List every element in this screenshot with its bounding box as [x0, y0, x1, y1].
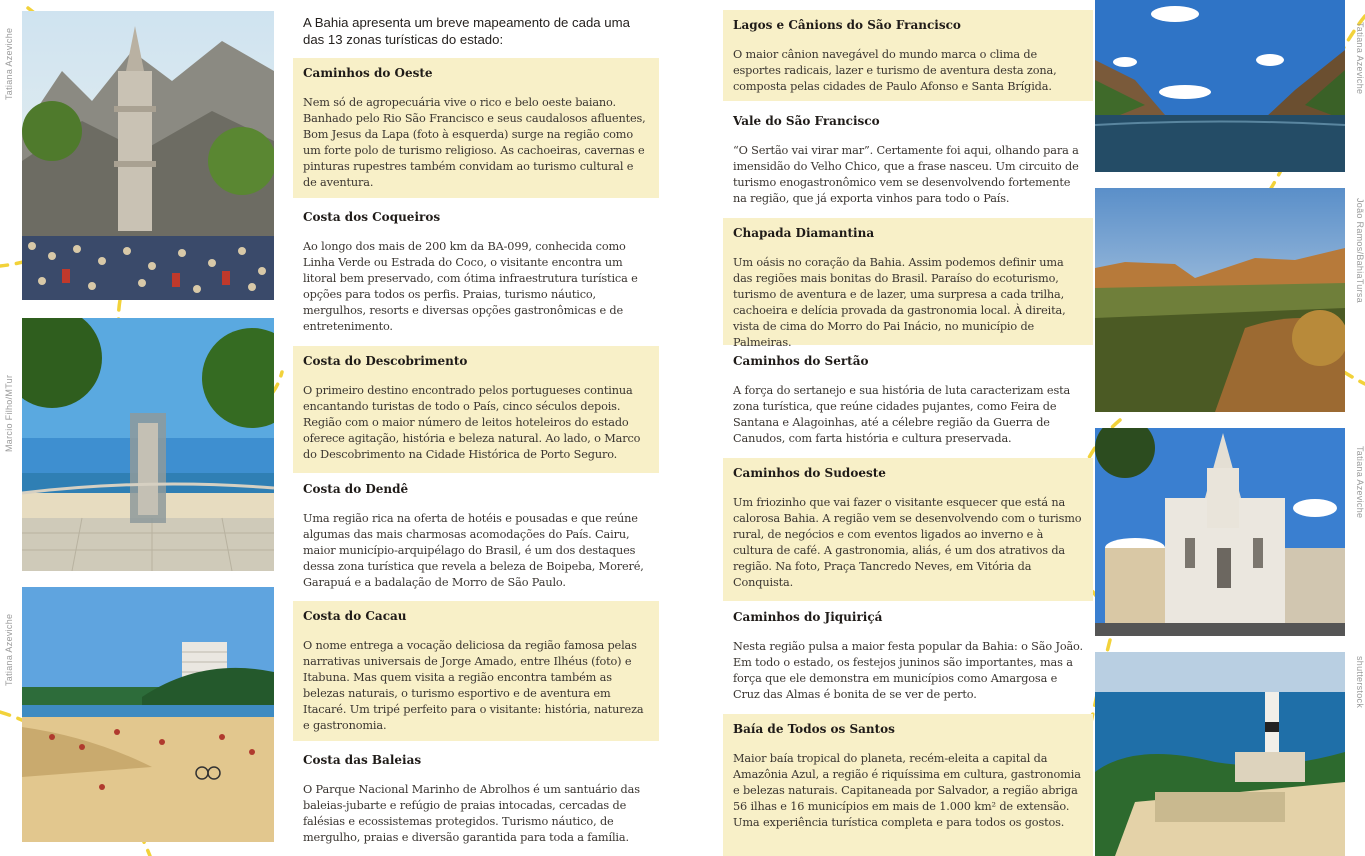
zone-text: Nesta região pulsa a maior festa popular da Bahia: o São João. Em todo o estado, os festejos juninos são importantes, mas a força que ele demonstra em municípios como Amargosa e Cruz das Almas é bonita de se ver de perto.	[733, 640, 1083, 701]
zone-title: Caminhos do Sertão	[733, 354, 869, 368]
zone-text: Maior baía tropical do planeta, recém-eleita a capital da Amazônia Azul, a região é riquíssima em cultura, gastronomia e belezas naturais. Capitaneada por Salvador, a região abriga 56 ilhas e 16 municípios em mais de 1.000 km² de extensão. Uma experiência turística completa e para todos os gostos.	[733, 752, 1081, 829]
photo-farol-da-barra-salvador	[1095, 652, 1345, 856]
zone-title: Caminhos do Jiquiriçá	[733, 610, 883, 624]
zone-title: Chapada Diamantina	[733, 226, 875, 240]
photo-credit-7: shutterstock	[1355, 656, 1365, 709]
photo-credit-6: Tatiana Azeviche	[1355, 446, 1365, 519]
zone-text: O maior cânion navegável do mundo marca o clima de esportes radicais, lazer e turismo de aventura desta zona, composta pelas cidades de Paulo Afonso e Santa Brígida.	[733, 48, 1057, 93]
zone-text: Nem só de agropecuária vive o rico e belo oeste baiano. Banhado pelo Rio São Francisco e seus caudalosos afluentes, Bom Jesus da Lapa (foto à esquerda) surge na região como um forte polo de turismo religioso. As cachoeiras, cavernas e pinturas rupestres também convidam ao turismo cultural e de aventura.	[303, 96, 646, 189]
zone-caminhos-do-sudoeste	[723, 458, 1093, 601]
zone-text: O nome entrega a vocação deliciosa da região famosa pelas narrativas universais de Jorge Amado, entre Ilhéus (foto) e Itabuna. Mas quem visita a região encontra também as belezas naturais, o turismo esportivo e de aventura em Itacaré. Um tripé perfeito para o visitante: história, natureza e gastronomia.	[303, 639, 644, 732]
zone-caminhos-do-sertao	[723, 346, 1093, 456]
zone-costa-do-cacau	[293, 601, 659, 741]
zone-title: Vale do São Francisco	[733, 114, 880, 128]
zone-vale-do-sao-francisco	[723, 106, 1093, 214]
zone-title: Caminhos do Oeste	[303, 66, 433, 80]
zone-title: Costa do Dendê	[303, 482, 409, 496]
zone-costa-do-dende	[293, 474, 659, 600]
zone-text: Um oásis no coração da Bahia. Assim podemos definir uma das regiões mais bonitas do Brasil. Paraíso do ecoturismo, turismo de aventura e de lazer, uma surpresa a cada trilha, cachoeira e delícia provada da gastronomia local. À direita, vista de cima do Morro do Pai Inácio, no município de Palmeiras.	[733, 256, 1066, 349]
zone-costa-dos-coqueiros	[293, 202, 659, 342]
zone-baia-de-todos-os-santos	[723, 714, 1093, 856]
zone-title: Baía de Todos os Santos	[733, 722, 895, 736]
zone-text: Uma região rica na oferta de hotéis e pousadas e que reúne algumas das mais charmosas acomodações do País. Cairu, maior município-arquipélago do Brasil, é um dos destaques dessa zona turística que revela a beleza de Boipeba, Moreré, Garapuá e a badalação de Morro de São Paulo.	[303, 512, 644, 589]
zone-title: Costa das Baleias	[303, 753, 422, 767]
zone-chapada-diamantina	[723, 218, 1093, 349]
photo-credit-3: Tatiana Azeviche	[4, 613, 14, 686]
zone-caminhos-do-jiquirica	[723, 602, 1093, 712]
zone-text: Ao longo dos mais de 200 km da BA-099, conhecida como Linha Verde ou Estrada do Coco, o visitante encontra um litoral bem preservado, com ótima infraestrutura turística e opções para todos os perfis. Praias, turismo náutico, mergulhos, resorts e diversas opções gastronômicas e de entretenimento.	[303, 240, 638, 333]
zone-title: Costa dos Coqueiros	[303, 210, 441, 224]
photo-credit-2: Marcio Filho/MTur	[4, 374, 14, 452]
photo-credit-1: Tatiana Azeviche	[4, 27, 14, 100]
zone-costa-do-descobrimento	[293, 346, 659, 473]
zone-text: Um friozinho que vai fazer o visitante esquecer que está na calorosa Bahia. A região vem se desenvolvendo com o turismo rural, de negócios e com eventos ligados ao inverno e à cultura de café. A gastronomia, aliás, é um dos atrativos da região. Na foto, Praça Tancredo Neves, em Vitória da Conquista.	[733, 496, 1082, 589]
photo-chapada-diamantina	[1095, 188, 1345, 412]
zone-text: O Parque Nacional Marinho de Abrolhos é um santuário das baleias-jubarte e refúgio de praias intocadas, cercadas de falésias e ecossistemas protegidos. Turismo náutico, de mergulho, praias e diversão garantida para toda a família.	[303, 783, 640, 844]
zone-title: Costa do Cacau	[303, 609, 407, 623]
zone-title: Costa do Descobrimento	[303, 354, 468, 368]
photo-ilheus-beach	[22, 587, 274, 842]
zone-caminhos-do-oeste	[293, 58, 659, 198]
zone-lagos-e-canions	[723, 10, 1093, 101]
photo-marco-do-descobrimento	[22, 318, 274, 571]
zone-title: Lagos e Cânions do São Francisco	[733, 18, 961, 32]
photo-sao-francisco-canyon	[1095, 0, 1345, 172]
intro-text: A Bahia apresenta um breve mapeamento de cada uma das 13 zonas turísticas do estado:	[303, 15, 630, 47]
photo-credit-4: Tatiana Azeviche	[1355, 22, 1365, 95]
zone-text: A força do sertanejo e sua história de luta caracterizam esta zona turística, que reúne cidades pujantes, como Feira de Santana e Alagoinhas, até a célebre região da Guerra de Canudos, com farta história e cultura preservada.	[733, 384, 1071, 445]
zone-title: Caminhos do Sudoeste	[733, 466, 886, 480]
zone-text: “O Sertão vai virar mar”. Certamente foi aqui, olhando para a imensidão do Velho Chico, que a frase nasceu. Um circuito de turismo enogastronômico vem se desenvolvendo fortemente na região, que já exporta vinhos para todo o País.	[733, 144, 1079, 205]
photo-bom-jesus-da-lapa	[22, 11, 274, 300]
zone-text: O primeiro destino encontrado pelos portugueses continua encantando turistas de todo o País, cinco séculos depois. Região com o maior número de leitos hoteleiros do estado oferece agitação, história e beleza natural. Ao lado, o Marco do Descobrimento na Cidade Histórica de Porto Seguro.	[303, 384, 641, 461]
photo-vitoria-da-conquista-church	[1095, 428, 1345, 636]
photo-credit-5: João Ramos/BahiaTursa	[1355, 198, 1365, 304]
zone-costa-das-baleias	[293, 745, 659, 856]
